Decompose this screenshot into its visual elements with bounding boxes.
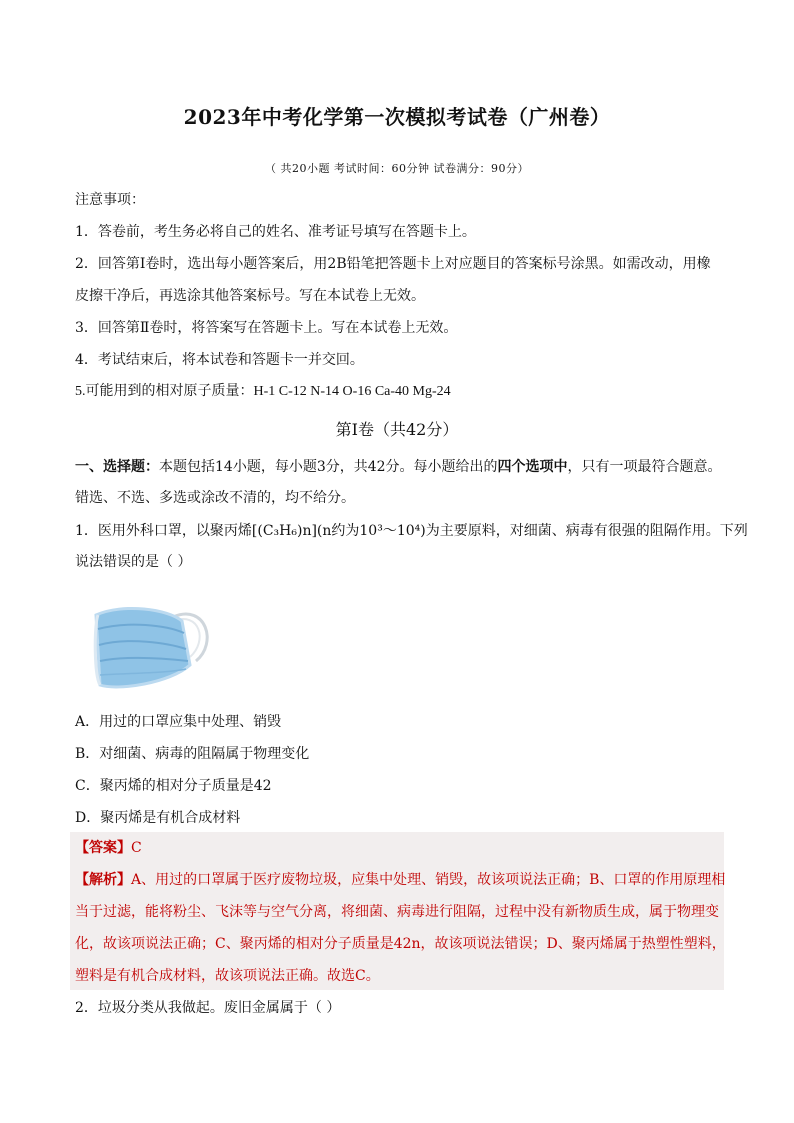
option-a: A．用过的口罩应集中处理、销毁 xyxy=(75,714,282,730)
page-title: 2023年中考化学第一次模拟考试卷（广州卷） xyxy=(183,105,611,129)
exam-info: （ 共20小题 考试时间：60分钟 试卷满分：90分） xyxy=(265,162,529,175)
analysis-line: 化，故该项说法正确；C、聚丙烯的相对分子质量是42n，故该项说法错误；D、聚丙烯属于热塑性塑料， xyxy=(75,936,726,952)
analysis-line: 当于过滤，能将粉尘、飞沫等与空气分离，将细菌、病毒进行阻隔，过程中没有新物质生成，属于物理变 xyxy=(75,904,719,920)
option-d: D．聚丙烯是有机合成材料 xyxy=(75,810,241,826)
section-instr-text: 本题包括14小题，每小题3分，共42分。每小题给出的 xyxy=(159,459,498,475)
question-1-stem-2: 说法错误的是（ ） xyxy=(75,554,192,570)
option-c: C．聚丙烯的相对分子质量是42 xyxy=(75,778,272,794)
analysis-text: A、用过的口罩属于医疗废物垃圾，应集中处理、销毁，故该项说法正确；B、口罩的作用原理相 xyxy=(131,872,726,888)
analysis-line xyxy=(75,870,725,890)
option-b: B．对细菌、病毒的阻隔属于物理变化 xyxy=(75,746,310,762)
notice-item: 皮擦干净后，再选涂其他答案标号。写在本试卷上无效。 xyxy=(75,288,425,304)
notice-item: 4．考试结束后，将本试卷和答题卡一并交回。 xyxy=(75,352,364,368)
section-instructions-2: 错选、不选、多选或涂改不清的，均不给分。 xyxy=(75,490,355,506)
atomic-mass-line: 5.可能用到的相对原子质量：H-1 C-12 N-14 O-16 Ca-40 Mg-24 xyxy=(75,384,451,399)
answer-label: 【答案】 xyxy=(75,840,131,856)
notice-heading: 注意事项： xyxy=(75,192,145,208)
section-heading: 第Ⅰ卷（共42分） xyxy=(335,420,459,439)
question-2-stem: 2．垃圾分类从我做起。废旧金属属于（ ） xyxy=(75,1000,341,1016)
analysis-line: 塑料是有机合成材料，故该项说法正确。故选C。 xyxy=(75,968,380,984)
notice-item: 3．回答第Ⅱ卷时，将答案写在答题卡上。写在本试卷上无效。 xyxy=(75,320,458,336)
section-instr-text: ，只有一项最符合题意。 xyxy=(567,459,722,475)
section-instructions xyxy=(75,457,725,477)
notice-item: 1．答卷前，考生务必将自己的姓名、准考证号填写在答题卡上。 xyxy=(75,224,476,240)
section-instr-emphasis: 四个选项中 xyxy=(497,459,568,475)
surgical-mask-image xyxy=(78,595,213,695)
answer-value: C xyxy=(131,840,142,856)
question-1-stem: 1．医用外科口罩，以聚丙烯[(C₃H₆)n](n约为10³～10⁴)为主要原料，对细菌、病毒有很强的阻隔作用。下列 xyxy=(75,523,748,539)
section-label: 一、选择题： xyxy=(75,459,159,475)
analysis-label: 【解析】 xyxy=(75,872,131,888)
notice-item: 2．回答第Ⅰ卷时，选出每小题答案后，用2B铅笔把答题卡上对应题目的答案标号涂黑。如需改动，用橡 xyxy=(75,256,711,272)
answer-line xyxy=(75,838,725,858)
